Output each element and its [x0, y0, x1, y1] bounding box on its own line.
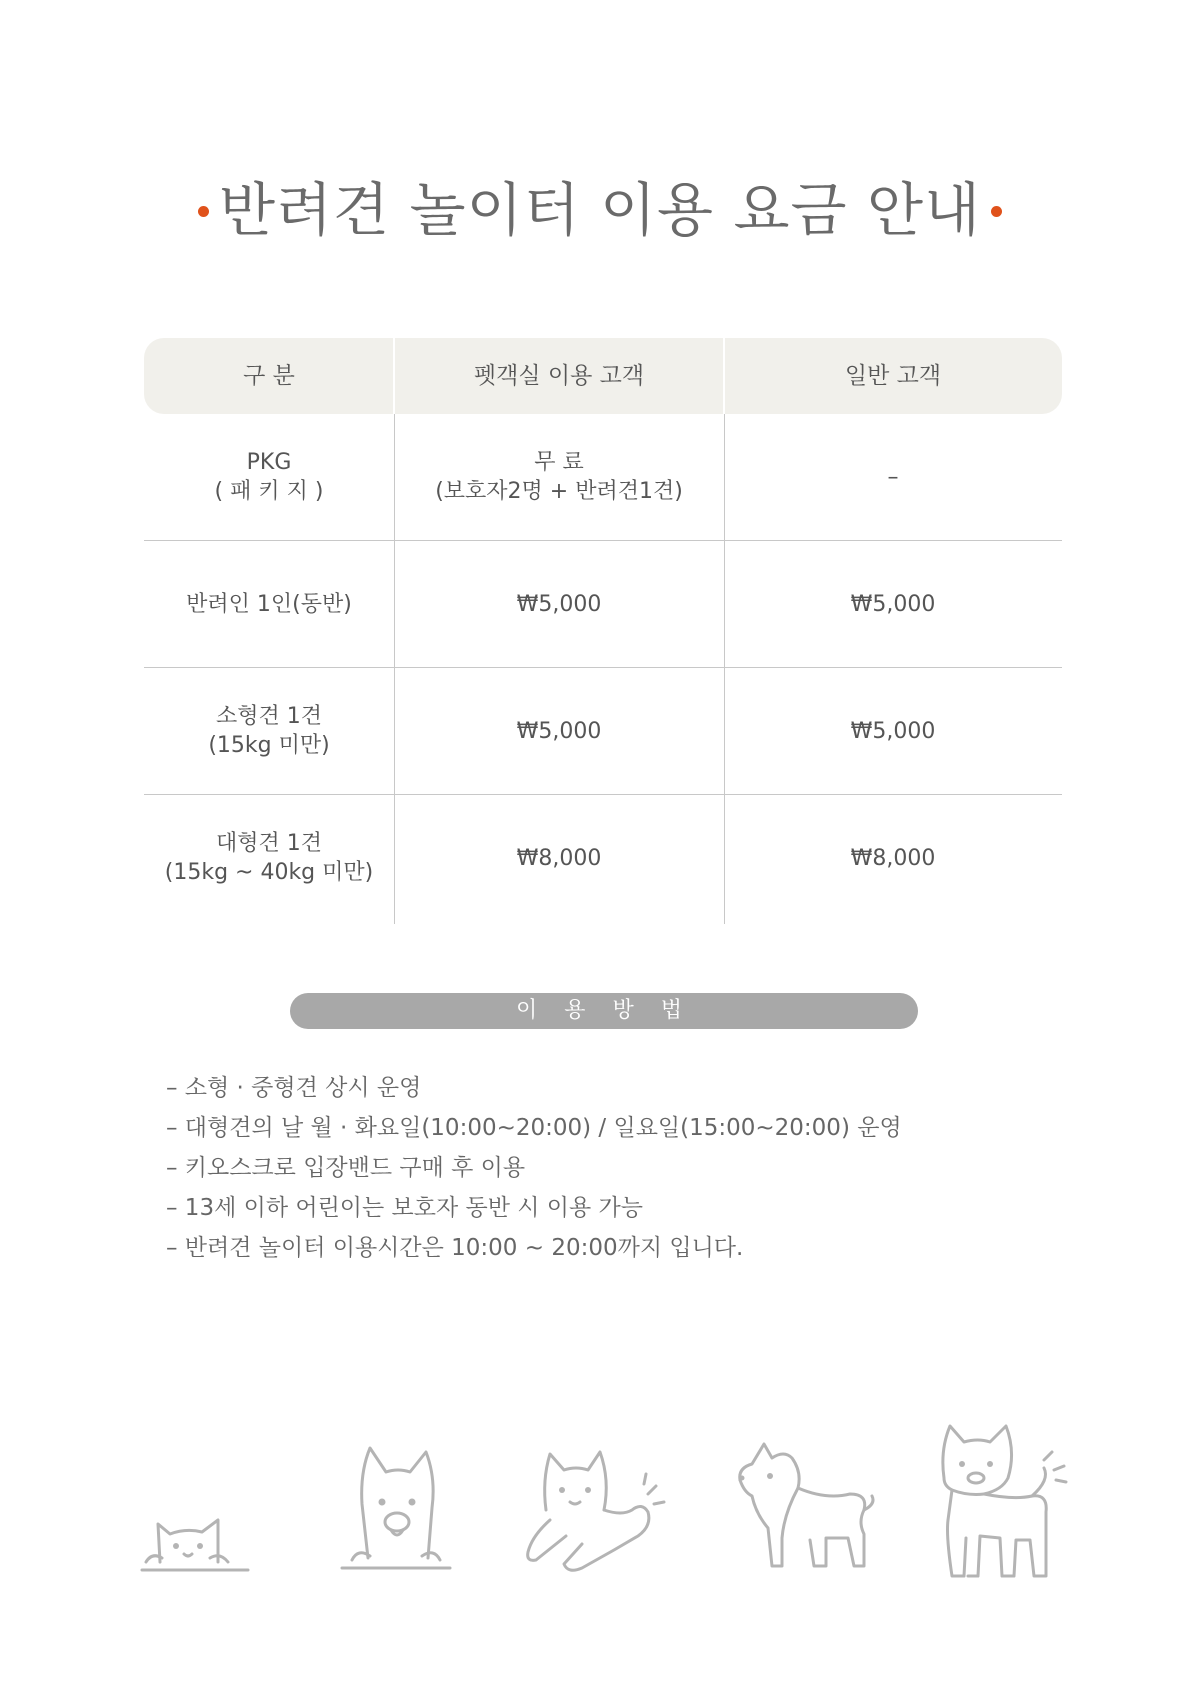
list-item: – 대형견의 날 월 · 화요일(10:00~20:00) / 일요일(15:00~20:00) 운영: [166, 1115, 902, 1141]
cell-text: ₩5,000: [516, 718, 602, 744]
list-item: – 소형 · 중형견 상시 운영: [166, 1075, 422, 1101]
cell-general: [724, 414, 1062, 540]
page-title: [0, 172, 1200, 248]
table-row: [144, 795, 1062, 921]
header-category: 구 분: [243, 363, 295, 389]
howto-banner: 이 용 방 법: [290, 993, 918, 1029]
cell-text: ( 패 키 지 ): [214, 479, 324, 504]
cell-text: ₩5,000: [850, 591, 936, 617]
cell-text: –: [887, 464, 899, 490]
dog-peeking-icon: [140, 1500, 252, 1580]
dog-illustrations: [140, 1420, 1080, 1590]
cell-category: [144, 541, 394, 667]
cell-general: [724, 795, 1062, 921]
accent-dot-left: [198, 206, 209, 217]
cell-text: (보호자2명 + 반려견1견): [435, 479, 683, 504]
dog-standing-icon: [922, 1420, 1072, 1582]
cell-category: [144, 668, 394, 794]
table-header: [144, 338, 1062, 414]
header-pet-room: 펫객실 이용 고객: [473, 363, 645, 389]
cell-text: 대형견 1견: [216, 831, 322, 856]
cell-text: 반려인 1인(동반): [186, 591, 352, 617]
cell-category: [144, 414, 394, 540]
cell-general: [724, 541, 1062, 667]
cell-text: ₩8,000: [516, 845, 602, 871]
cell-text: 소형견 1견: [216, 704, 322, 729]
dog-lying-icon: [522, 1440, 672, 1580]
list-item: – 13세 이하 어린이는 보호자 동반 시 이용 가능: [166, 1195, 643, 1221]
cell-text: ₩5,000: [516, 591, 602, 617]
header-divider: [393, 338, 395, 414]
cell-pet-room: [394, 795, 724, 921]
cell-text: ₩8,000: [850, 845, 936, 871]
header-divider: [723, 338, 725, 414]
header-general: 일반 고객: [844, 363, 942, 389]
list-item: – 키오스크로 입장밴드 구매 후 이용: [166, 1155, 526, 1181]
cell-pet-room: [394, 541, 724, 667]
page-title-text: 반려견 놀이터 이용 요금 안내: [218, 176, 982, 244]
usage-notes: [166, 1068, 902, 1268]
cell-pet-room: [394, 668, 724, 794]
dog-sniffing-icon: [730, 1430, 880, 1580]
price-table: [144, 338, 1062, 924]
table-body: [144, 414, 1062, 924]
table-row: [144, 541, 1062, 667]
table-row: [144, 414, 1062, 540]
cell-text: PKG: [246, 450, 292, 475]
cell-text: ₩5,000: [850, 718, 936, 744]
cell-text: (15kg 미만): [208, 733, 330, 758]
cell-pet-room: [394, 414, 724, 540]
cell-general: [724, 668, 1062, 794]
table-row: [144, 668, 1062, 794]
cell-text: (15kg ~ 40kg 미만): [164, 860, 374, 885]
cell-text: 무 료: [534, 450, 584, 475]
cell-category: [144, 795, 394, 921]
dog-smiling-icon: [340, 1438, 452, 1580]
accent-dot-right: [991, 206, 1002, 217]
list-item: – 반려견 놀이터 이용시간은 10:00 ~ 20:00까지 입니다.: [166, 1235, 744, 1261]
